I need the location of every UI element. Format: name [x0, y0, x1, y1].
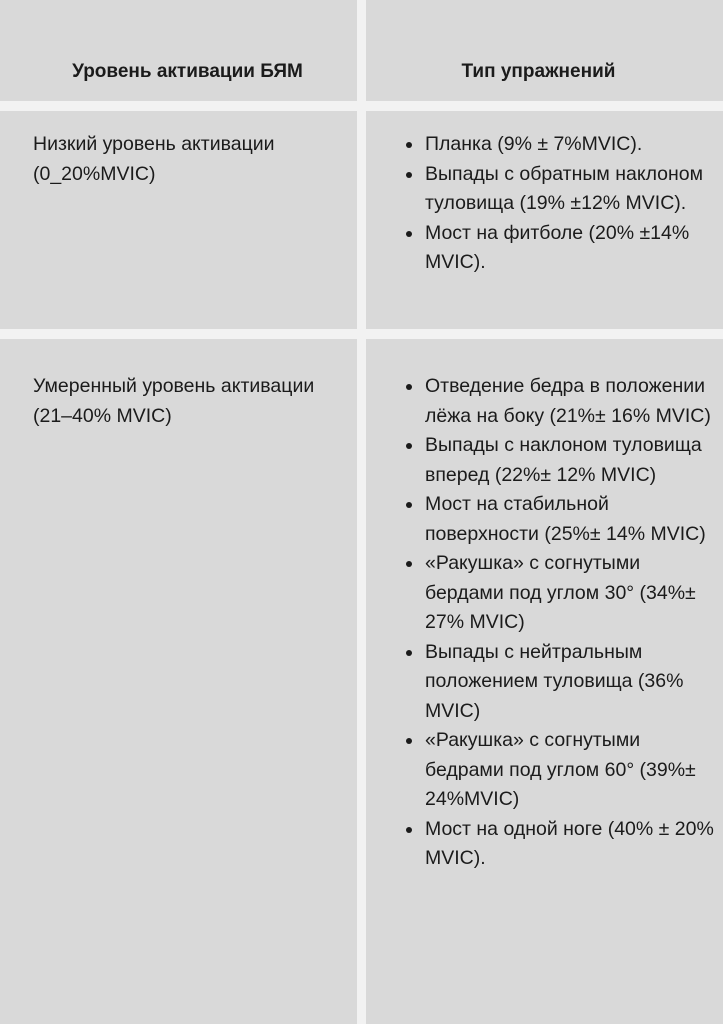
- exercise-text: «Ракушка» с согнутыми бедрами под углом 60° (39%± 24%MVIC): [425, 729, 696, 810]
- exercise-text: Выпады с наклоном туловища вперед (22%± 12% MVIC): [425, 434, 702, 486]
- exercise-list: [425, 372, 715, 874]
- list-item: [425, 431, 715, 490]
- column-header-exercise: Тип упражнений: [461, 61, 616, 82]
- bullet-icon: [406, 561, 412, 567]
- list-item: [425, 219, 715, 278]
- list-item: [425, 726, 715, 815]
- header-cell-exercise: [366, 0, 723, 101]
- exercise-text: «Ракушка» с согнутыми бердами под углом 30° (34%± 27% MVIC): [425, 552, 696, 633]
- activation-level-label: Умеренный уровень активации (21–40% MVIC): [33, 375, 315, 427]
- list-item: [425, 549, 715, 638]
- exercise-text: Отведение бедра в положении лёжа на боку (21%± 16% MVIC): [425, 375, 711, 427]
- exercise-text: Планка (9% ± 7%MVIC).: [425, 133, 643, 155]
- bullet-icon: [406, 827, 412, 833]
- column-header-level: Уровень активации БЯМ: [72, 61, 303, 82]
- list-item: [425, 372, 715, 431]
- bullet-icon: [406, 231, 412, 237]
- table-cell-level-moderate: [0, 339, 357, 1024]
- table-cell-level-low: [0, 111, 357, 329]
- bullet-icon: [406, 142, 412, 148]
- exercise-list: [425, 130, 715, 278]
- bullet-icon: [406, 384, 412, 390]
- exercise-text: Мост на фитболе (20% ±14% MVIC).: [425, 221, 690, 273]
- bullet-icon: [406, 650, 412, 656]
- table-cell-exercises-moderate: [366, 339, 723, 1024]
- list-item: [425, 130, 715, 160]
- bullet-icon: [406, 443, 412, 449]
- table-cell-exercises-low: [366, 111, 723, 329]
- list-item: [425, 638, 715, 727]
- bullet-icon: [406, 738, 412, 744]
- activation-level-label: Низкий уровень активации (0_20%MVIC): [33, 133, 275, 185]
- exercise-text: Выпады с нейтральным положением туловища (36% MVIC): [425, 640, 684, 722]
- exercise-text: Мост на одной ноге (40% ± 20% MVIC).: [425, 817, 714, 869]
- header-cell-level: [0, 0, 357, 101]
- list-item: [425, 160, 715, 219]
- bullet-icon: [406, 172, 412, 178]
- exercise-text: Выпады с обратным наклоном туловища (19% ±12% MVIC).: [425, 162, 704, 214]
- list-item: [425, 815, 715, 874]
- exercise-text: Мост на стабильной поверхности (25%± 14% MVIC): [425, 493, 706, 545]
- bullet-icon: [406, 502, 412, 508]
- list-item: [425, 490, 715, 549]
